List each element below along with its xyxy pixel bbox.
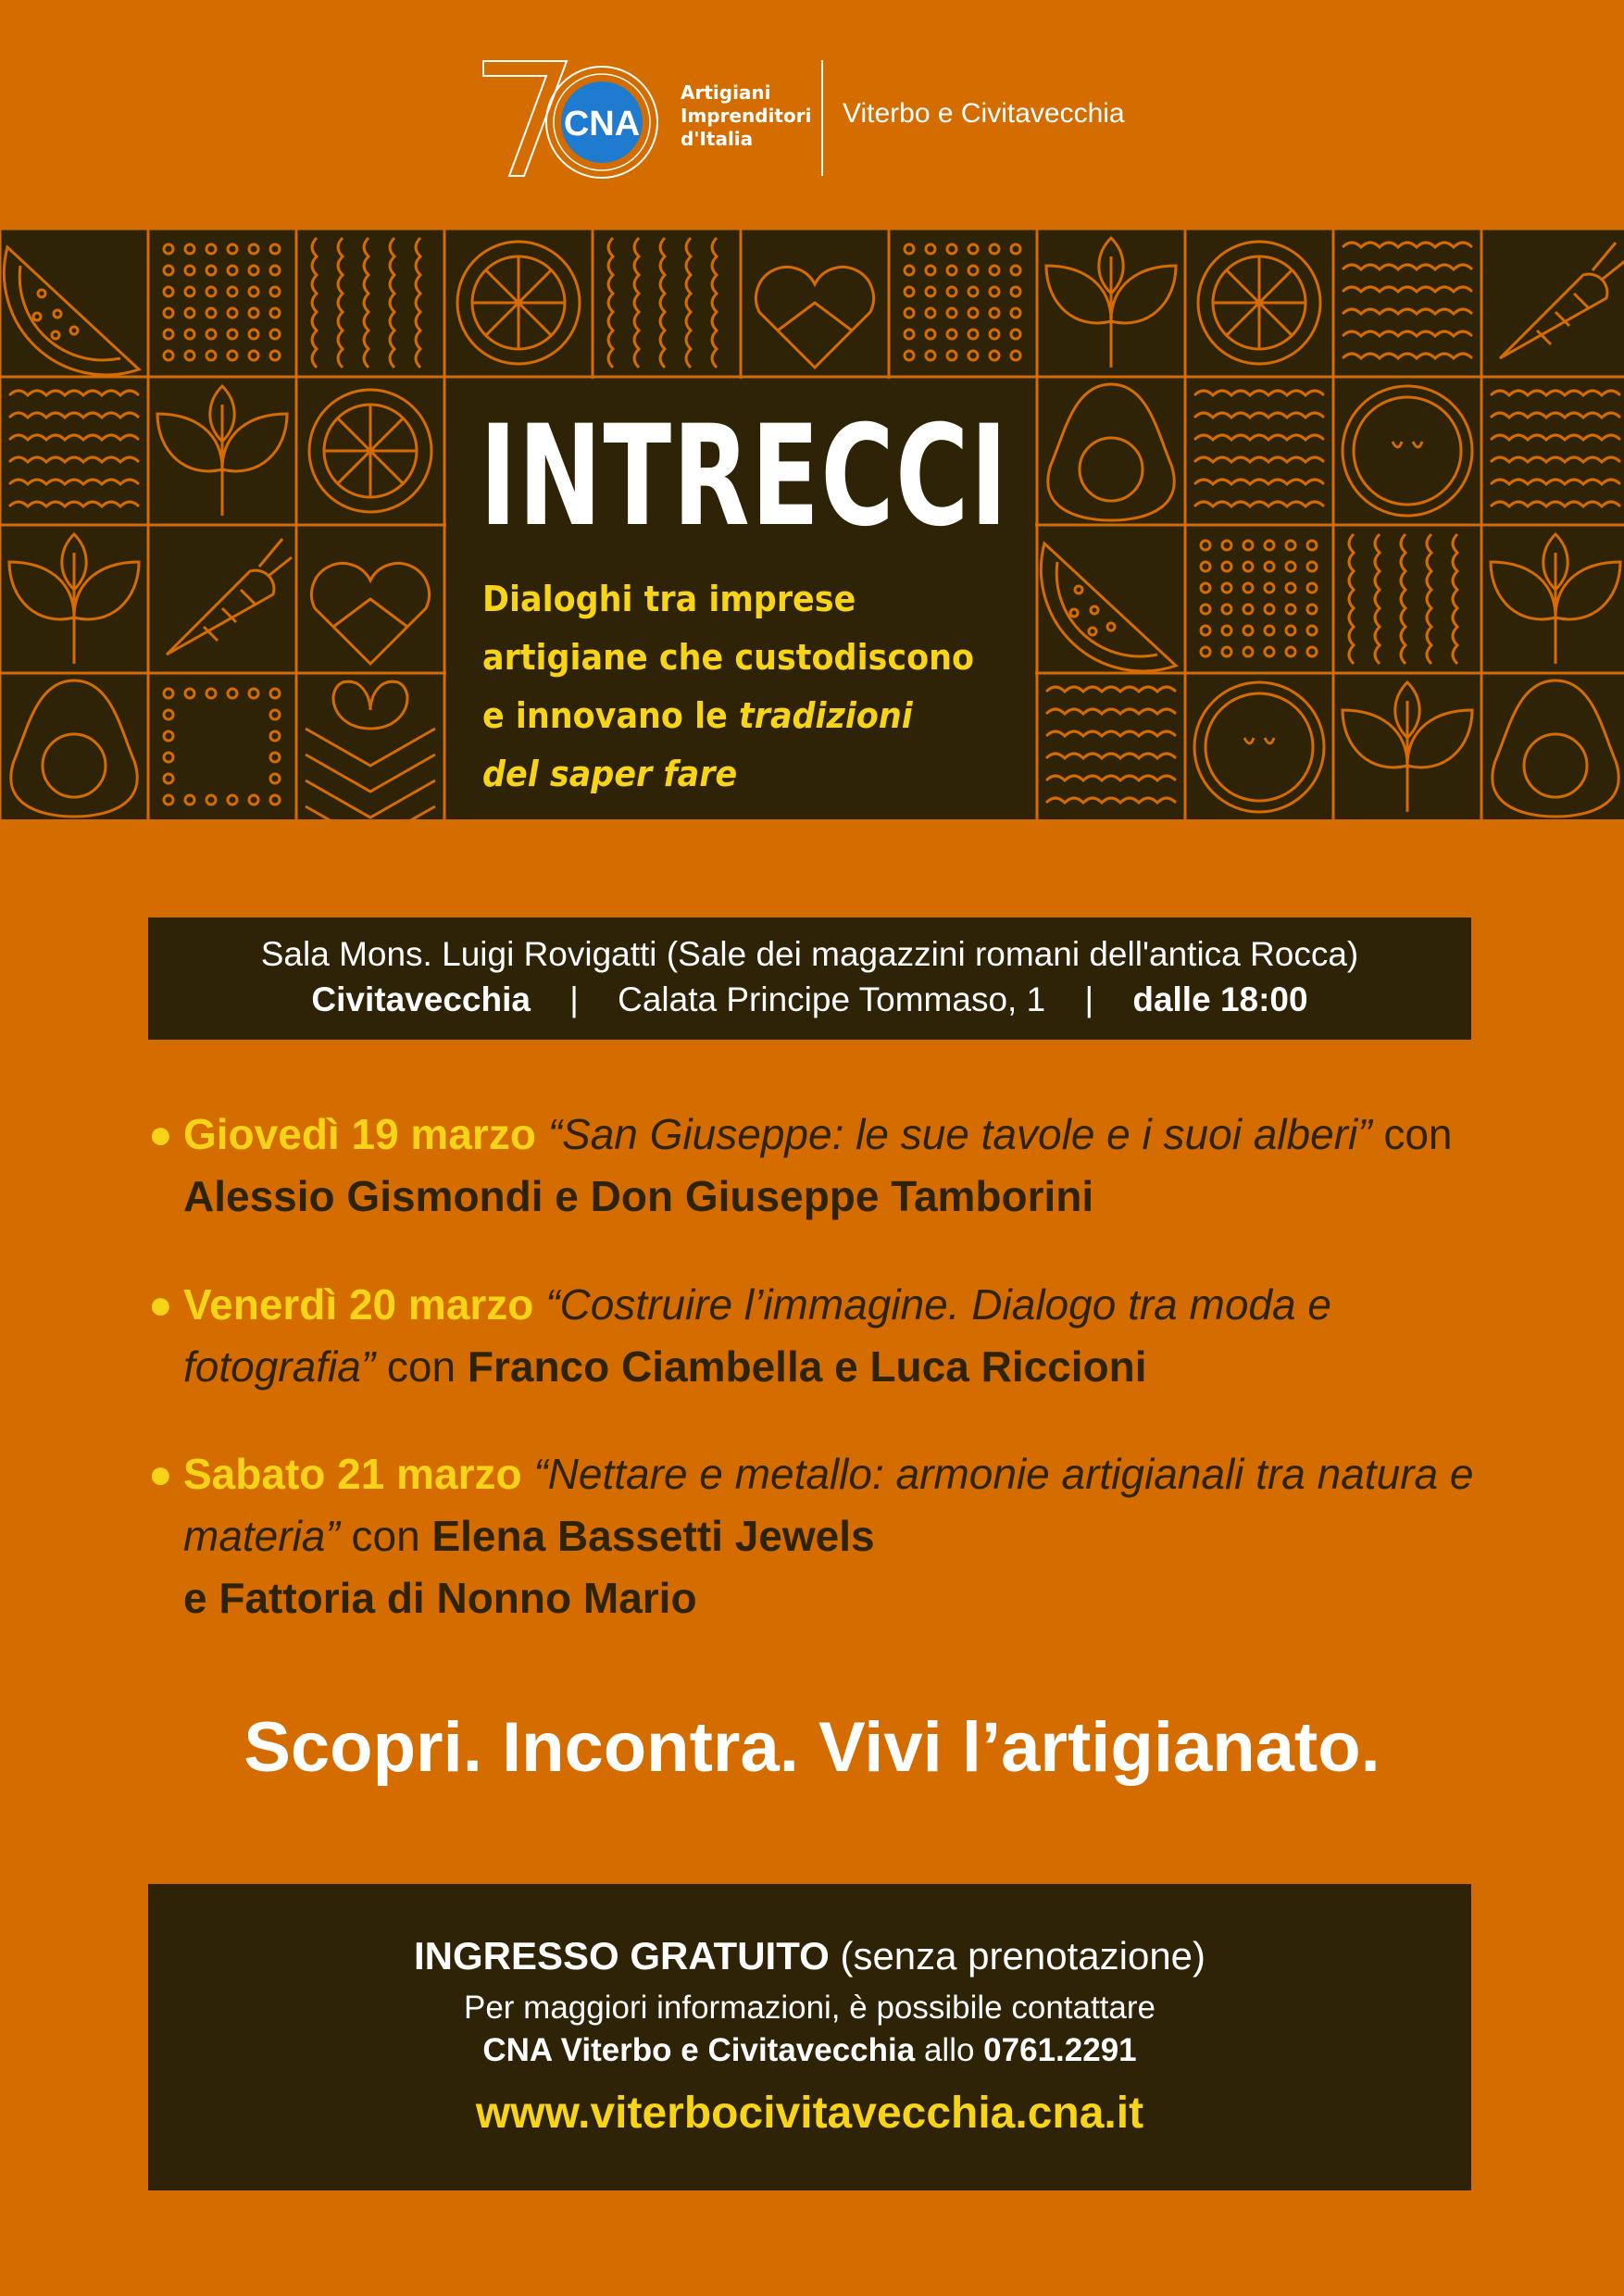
orange-slice-icon <box>457 242 580 364</box>
entry-note: (senza prenotazione) <box>840 1934 1206 1978</box>
bullet-icon: ● <box>148 1282 173 1328</box>
event-talk-title: “Nettare e metallo: armonie artigianali tra natura e materia” <box>183 1450 1474 1560</box>
phone-number[interactable]: 0761.2291 <box>983 2032 1137 2068</box>
tagline-line: d'Italia <box>681 128 754 150</box>
entry-line <box>148 1934 1471 1978</box>
event-guests: Elena Bassetti Jewels <box>431 1512 875 1560</box>
subtitle-emphasis: del saper fare <box>482 754 738 794</box>
event-guests: e Fattoria di Nonno Mario <box>183 1574 697 1622</box>
event-talk-title: “Costruire l’immagine. Dialogo tra moda e fotografia” <box>183 1280 1331 1391</box>
event-with: con <box>1383 1110 1453 1158</box>
event-date: Sabato 21 marzo <box>183 1450 522 1498</box>
separator: | <box>569 980 579 1018</box>
info-box <box>148 1884 1471 2190</box>
bullet-icon: ● <box>148 1112 173 1157</box>
event-subtitle <box>482 570 977 804</box>
venue-hall: Sala Mons. Luigi Rovigatti <box>260 935 657 973</box>
venue-hall-line <box>148 935 1471 974</box>
tagline-line: Imprenditori <box>681 105 812 127</box>
entry-label: INGRESSO GRATUITO <box>413 1934 830 1978</box>
event-body <box>183 1104 1498 1228</box>
event-with: con <box>351 1512 420 1560</box>
subtitle-line: e innovano le <box>482 695 728 736</box>
cna-mark-text: CNA <box>563 105 641 144</box>
bullet-icon: ● <box>148 1452 173 1497</box>
venue-box <box>148 917 1471 1040</box>
logo-tagline <box>681 81 811 151</box>
event-with: con <box>386 1342 456 1391</box>
venue-address: Calata Principe Tommaso, 1 <box>618 980 1046 1018</box>
cna-70-logo <box>481 56 676 185</box>
tagline-line: Artigiani <box>681 81 771 104</box>
event-body <box>183 1274 1498 1398</box>
slogan: Scopri. Incontra. Vivi l’artigianato. <box>244 1708 1380 1787</box>
contact-line: Per maggiori informazioni, è possibile contattare <box>463 1990 1156 2026</box>
event-date: Giovedì 19 marzo <box>183 1110 536 1158</box>
venue-city: Civitavecchia <box>311 980 531 1018</box>
subtitle-line: Dialoghi tra imprese <box>482 579 856 619</box>
website-link[interactable]: www.viterbocivitavecchia.cna.it <box>475 2089 1144 2138</box>
event-guests: Franco Ciambella e Luca Riccioni <box>467 1342 1147 1391</box>
event-title: INTRECCI <box>480 396 1009 557</box>
venue-hall-note: (Sale dei magazzini romani dell'antica Rocca) <box>666 935 1359 973</box>
orange-slice-icon <box>309 390 431 512</box>
event-body <box>183 1443 1498 1629</box>
venue-details-line <box>148 980 1471 1019</box>
logo-city: Viterbo e Civitavecchia <box>843 98 1125 129</box>
org-name: CNA Viterbo e Civitavecchia <box>482 2032 916 2068</box>
subtitle-emphasis: tradizioni <box>738 695 913 736</box>
subtitle-line: artigiane che custodiscono <box>482 637 975 678</box>
org-line <box>148 2032 1471 2069</box>
event-guests: Alessio Gismondi e Don Giuseppe Tamborini <box>183 1172 1094 1220</box>
separator: | <box>1084 980 1094 1018</box>
event-date: Venerdì 20 marzo <box>183 1280 534 1329</box>
event-talk-title: “San Giuseppe: le sue tavole e i suoi alberi” <box>547 1110 1372 1158</box>
logo-divider <box>821 60 823 176</box>
phone-prefix: allo <box>923 2032 975 2068</box>
venue-time: dalle 18:00 <box>1132 980 1308 1018</box>
logo-header <box>481 56 1148 185</box>
orange-slice-icon <box>1198 242 1320 364</box>
